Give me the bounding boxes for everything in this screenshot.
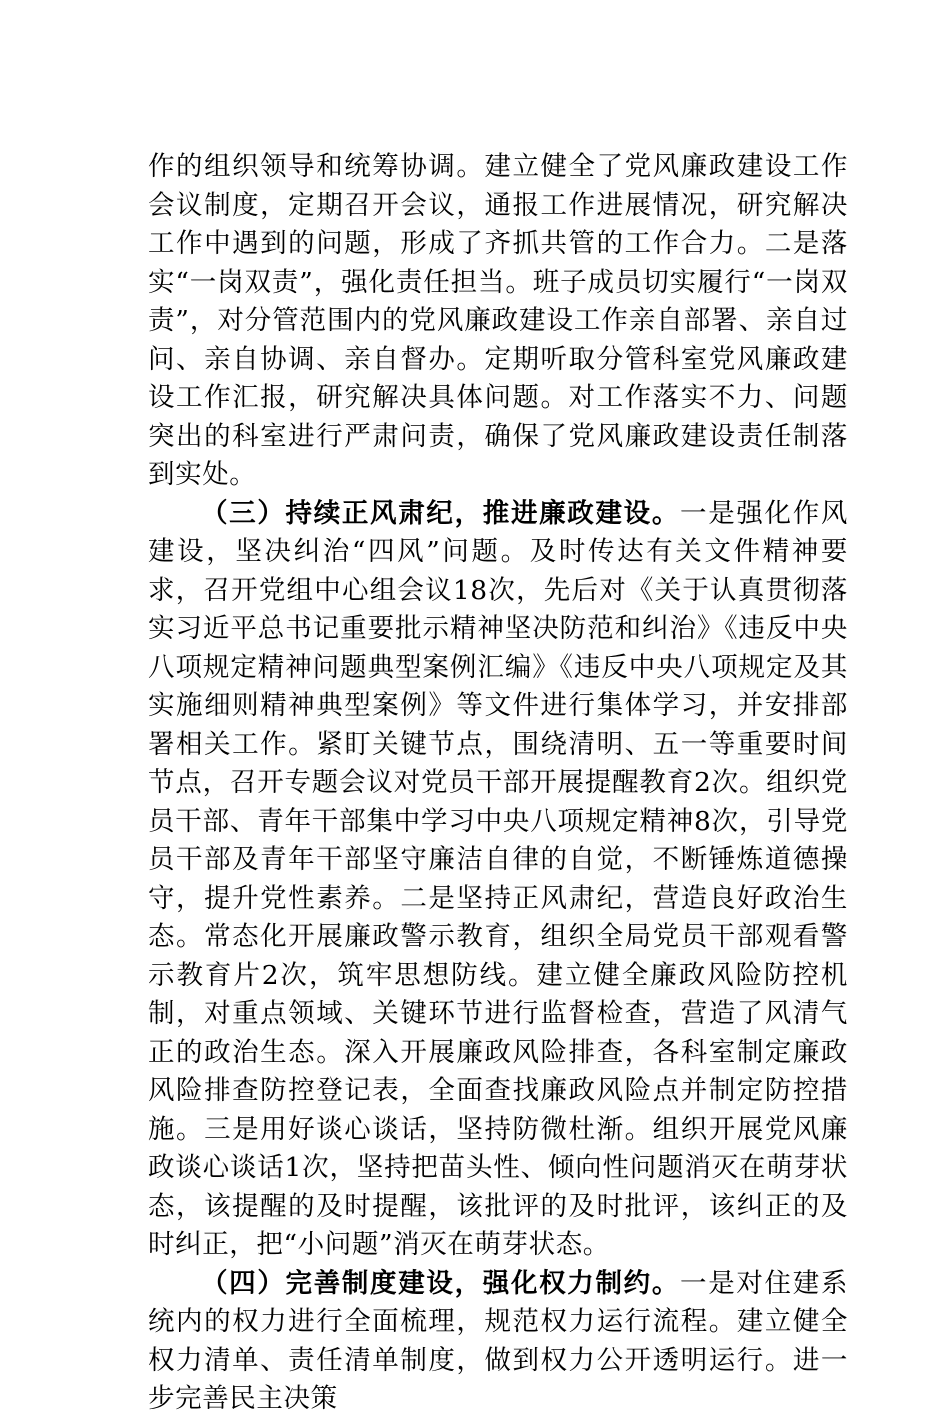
paragraph-text: 作的组织领导和统筹协调。建立健全了党风廉政建设工作会议制度，定期召开会议，通报工作进展情况，研究解决工作中遇到的问题，形成了齐抓共管的工作合力。二是落实“一岗双责”，强化责任担当。班子成员切实履行“一岗双责”，对分管范围内的党风廉政建设工作亲自部署、亲自过问、亲自协调、亲自督办。定期听取分管科室党风廉政建设工作汇报，研究解决具体问题。对工作落实不力、问题突出的科室进行严肃问责，确保了党风廉政建设责任制落到实处。	[148, 151, 848, 490]
section-heading-3: （三）持续正风肃纪，推进廉政建设。	[201, 497, 681, 529]
document-body	[148, 148, 848, 1419]
section-heading-4: （四）完善制度建设，强化权力制约。	[201, 1267, 681, 1299]
paragraph-section-4	[148, 1265, 848, 1419]
paragraph-text: 一是对住建系统内的权力进行全面梳理，规范权力运行流程。建立健全权力清单、责任清单制度，做到权力公开透明运行。进一步完善民主决策	[148, 1267, 848, 1414]
paragraph-section-3	[148, 495, 848, 1265]
paragraph-continued	[148, 148, 848, 495]
paragraph-text: 一是强化作风建设，坚决纠治“四风”问题。及时传达有关文件精神要求，召开党组中心组会议18次，先后对《关于认真贯彻落实习近平总书记重要批示精神坚决防范和纠治》《违反中央八项规定精神问题典型案例汇编》《违反中央八项规定及其实施细则精神典型案例》等文件进行集体学习，并安排部署相关工作。紧盯关键节点，围绕清明、五一等重要时间节点，召开专题会议对党员干部开展提醒教育2次。组织党员干部、青年干部集中学习中央八项规定精神8次，引导党员干部及青年干部坚守廉洁自律的自觉，不断锤炼道德操守，提升党性素养。二是坚持正风肃纪，营造良好政治生态。常态化开展廉政警示教育，组织全局党员干部观看警示教育片2次，筑牢思想防线。建立健全廉政风险防控机制，对重点领域、关键环节进行监督检查，营造了风清气正的政治生态。深入开展廉政风险排查，各科室制定廉政风险排查防控登记表，全面查找廉政风险点并制定防控措施。三是用好谈心谈话，坚持防微杜渐。组织开展党风廉政谈心谈话1次，坚持把苗头性、倾向性问题消灭在萌芽状态，该提醒的及时提醒，该批评的及时批评，该纠正的及时纠正，把“小问题”消灭在萌芽状态。	[148, 497, 848, 1260]
